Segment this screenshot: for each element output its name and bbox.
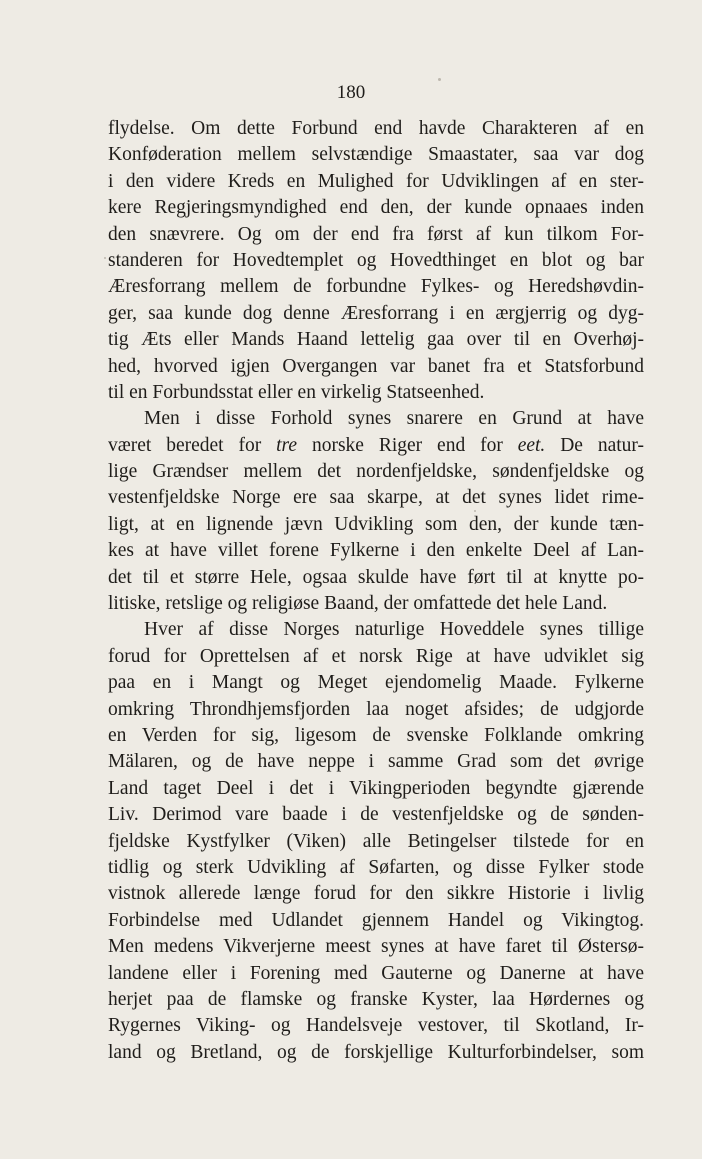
text-line: Æresforrang mellem de forbundne Fylkes- og Heredshøvdin- [108, 276, 644, 298]
body-text [108, 116, 644, 1066]
page-number: 180 [336, 82, 366, 103]
text-line: Liv. Derimod vare baade i de vestenfjeldske og de sønden- [108, 804, 644, 826]
text-line: tig Æts eller Mands Haand lettelig gaa over til en Overhøj- [108, 329, 644, 351]
text-line: vestenfjeldske Norge ere saa skarpe, at det synes lidet rime- [108, 487, 644, 509]
text-line: flydelse. Om dette Forbund end havde Charakteren af en [108, 118, 644, 139]
text-line: kes at have villet forene Fylkerne i den enkelte Deel af Lan- [108, 540, 644, 562]
text-line: landene eller i Forening med Gauterne og Danerne at have [108, 962, 644, 984]
text-line-with-emphasis [108, 433, 644, 459]
text-line: standeren for Hovedtemplet og Hovedthinget en blot og bar [108, 249, 644, 271]
emphasis-text: eet. [517, 434, 546, 456]
text-line: tidlig og sterk Udvikling af Søfarten, og disse Fylker stode [108, 856, 644, 878]
text-line: herjet paa de flamske og franske Kyster, laa Hørdernes og [108, 988, 644, 1010]
text-run: norske Riger end for [297, 434, 518, 456]
text-line: i den videre Kreds en Mulighed for Udviklingen af en ster- [108, 170, 644, 192]
text-line: Forbindelse med Udlandet gjennem Handel og Vikingtog. [108, 909, 644, 931]
text-run: De natur- [545, 434, 644, 456]
text-line: ligt, at en lignende jævn Udvikling som den, der kunde tæn- [108, 513, 644, 535]
emphasis-text: tre [276, 434, 298, 456]
paper-speck [438, 78, 441, 81]
text-line: forud for Oprettelsen af et norsk Rige at have udviklet sig [108, 645, 644, 667]
text-line: Konføderation mellem selvstændige Smaastater, saa var dog [108, 144, 644, 166]
text-line: Mälaren, og de have neppe i samme Grad som det øvrige [108, 751, 644, 773]
text-line: fjeldske Kystfylker (Viken) alle Betingelser tilstede for en [108, 830, 644, 852]
text-line: paa en i Mangt og Meget ejendomelig Maade. Fylkerne [108, 672, 644, 694]
text-line: Rygernes Viking- og Handelsveje vestover, til Skotland, Ir- [108, 1015, 644, 1037]
text-line: Men medens Vikverjerne meest synes at have faret til Østersø- [108, 936, 644, 958]
text-line: vistnok allerede længe forud for den sikkre Historie i livlig [108, 883, 644, 905]
text-line: litiske, retslige og religiøse Baand, der omfattede det hele Land. [108, 593, 608, 615]
text-line: den snævrere. Og om der end fra først af kun tilkom For- [108, 223, 644, 245]
text-line: Land taget Deel i det i Vikingperioden begyndte gjærende [108, 777, 644, 799]
text-line: hed, hvorved igjen Overgangen var banet fra et Statsforbund [108, 355, 644, 377]
text-line: til en Forbundsstat eller en virkelig Statseenhed. [108, 381, 485, 403]
text-line: kere Regjeringsmyndighed end den, der kunde opnaaes inden [108, 197, 644, 219]
text-line: ger, saa kunde dog denne Æresforrang i en ærgjerrig og dyg- [108, 302, 644, 324]
text-line: Hver af disse Norges naturlige Hoveddele synes tillige [144, 619, 644, 641]
text-line: Men i disse Forhold synes snarere en Grund at have [144, 408, 644, 430]
text-line: det til et større Hele, ogsaa skulde have ført til at knytte po- [108, 566, 644, 588]
text-line: lige Grændser mellem det nordenfjeldske, søndenfjeldske og [108, 461, 644, 483]
text-line: omkring Throndhjemsfjorden laa noget afsides; de udgjorde [108, 698, 644, 720]
text-line: land og Bretland, og de forskjellige Kulturforbindelser, som [108, 1041, 644, 1063]
paper-speck [104, 257, 106, 259]
text-run: været beredet for [108, 434, 277, 456]
text-line: en Verden for sig, ligesom de svenske Folklande omkring [108, 724, 644, 746]
